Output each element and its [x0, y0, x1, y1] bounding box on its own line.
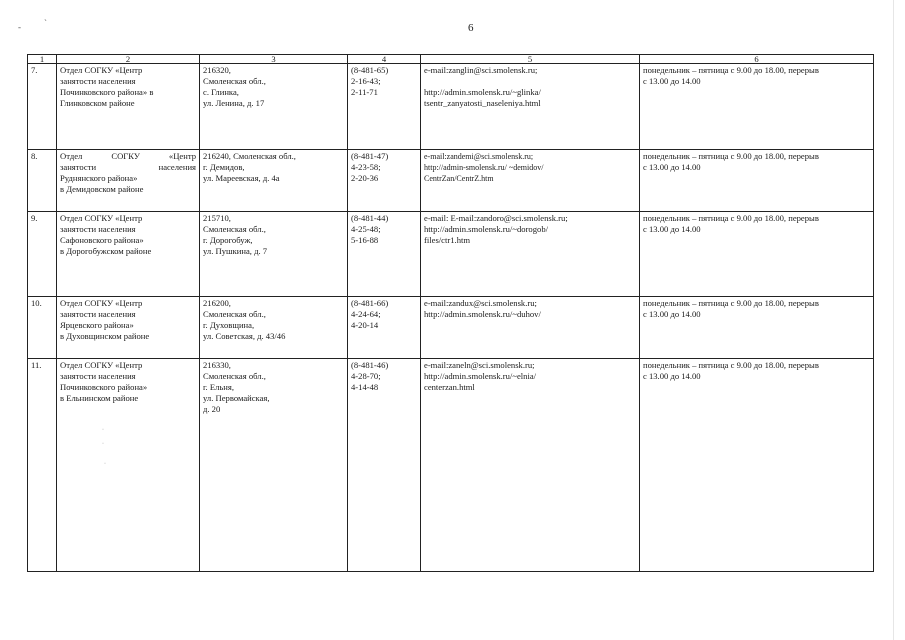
email-text: e-mail:zaneln@sci.smolensk.ru; [424, 360, 535, 370]
department-line: Отдел СОГКУ «Центр [60, 360, 143, 370]
employment-centers-table [27, 54, 874, 572]
department-line: в Демидовском районе [60, 184, 144, 194]
phone-line: 2-16-43; [351, 76, 381, 86]
contacts-cell [421, 359, 640, 572]
department-line: занятости населения [60, 76, 136, 86]
address-line: с. Глинка, [203, 87, 239, 97]
address-cell [200, 212, 348, 297]
phone-line: 4-14-48 [351, 382, 379, 392]
contacts-cell [421, 64, 640, 150]
phone-line: 2-20-36 [351, 173, 379, 183]
address-line: г. Духовщина, [203, 320, 255, 330]
website-text: files/ctr1.htm [424, 235, 471, 245]
department-line: занятости населения [60, 224, 136, 234]
website-text: centerzan.html [424, 382, 475, 392]
department-line: Починковского района» в [60, 87, 154, 97]
phone-cell [348, 297, 421, 359]
phone-line: (8-481-44) [351, 213, 389, 223]
department-line: Отдел СОГКУ «Центр [60, 151, 196, 161]
department-line: в Духовщинском районе [60, 331, 150, 341]
address-line: 216240, Смоленская обл., [203, 151, 296, 161]
scan-speck: ` [44, 18, 47, 28]
department-line: занятости населения [60, 309, 136, 319]
address-cell [200, 297, 348, 359]
table-row [28, 212, 874, 297]
scan-edge-line [893, 0, 894, 640]
contacts-cell [421, 150, 640, 212]
department-line: занятости населения [60, 371, 136, 381]
department-cell [57, 64, 200, 150]
blank-line [424, 76, 636, 87]
hours-line: понедельник – пятница с 9.00 до 18.00, перерыв [643, 151, 819, 161]
hours-cell [640, 64, 874, 150]
column-header: 4 [348, 55, 421, 64]
address-line: г. Дорогобуж, [203, 235, 253, 245]
department-line: в Дорогобужском районе [60, 246, 152, 256]
email-text: e-mail:zandux@sci.smolensk.ru; [424, 298, 537, 308]
email-text: e-mail:zandemi@sci.smolensk.ru; [424, 152, 534, 161]
phone-cell [348, 359, 421, 572]
email-text: e-mail: E-mail:zandoro@sci.smolensk.ru; [424, 213, 568, 223]
department-line: Починковского района» [60, 382, 148, 392]
contacts-cell [421, 212, 640, 297]
phone-line: 4-28-70; [351, 371, 381, 381]
address-line: д. 20 [203, 404, 221, 414]
scan-speck: · [102, 441, 104, 447]
phone-cell [348, 212, 421, 297]
address-line: Смоленская обл., [203, 371, 266, 381]
website-text: http://admin.smolensk.ru/~duhov/ [424, 309, 541, 319]
hours-line: с 13.00 до 14.00 [643, 162, 701, 172]
website-text: http://admin-smolensk.ru/ ~demidov/ [424, 163, 544, 172]
address-line: 215710, [203, 213, 231, 223]
phone-line: (8-481-46) [351, 360, 389, 370]
hours-line: с 13.00 до 14.00 [643, 309, 701, 319]
contacts-cell [421, 297, 640, 359]
row-number: 8. [28, 150, 57, 212]
address-line: ул. Советская, д. 43/46 [203, 331, 286, 341]
phone-cell [348, 150, 421, 212]
department-line: Отдел СОГКУ «Центр [60, 298, 143, 308]
phone-line: 2-11-71 [351, 87, 378, 97]
address-line: ул. Мареевская, д. 4а [203, 173, 280, 183]
hours-cell [640, 212, 874, 297]
address-line: Смоленская обл., [203, 309, 266, 319]
website-text: CentrZan/CentrZ.htm [424, 174, 494, 183]
address-line: г. Демидов, [203, 162, 245, 172]
scan-speck: · [104, 461, 106, 467]
department-line: Руднянского района» [60, 173, 138, 183]
column-header: 6 [640, 55, 874, 64]
website-text: http://admin.smolensk.ru/~elnia/ [424, 371, 537, 381]
hours-line: понедельник – пятница с 9.00 до 18.00, перерыв [643, 360, 819, 370]
table-row [28, 297, 874, 359]
hours-cell [640, 150, 874, 212]
hours-line: с 13.00 до 14.00 [643, 224, 701, 234]
address-line: ул. Ленина, д. 17 [203, 98, 265, 108]
phone-line: 4-24-64; [351, 309, 381, 319]
page-number: 6 [468, 22, 474, 34]
address-cell [200, 359, 348, 572]
department-line: Глинковском районе [60, 98, 135, 108]
table-row [28, 64, 874, 150]
scan-speck: · [102, 427, 104, 433]
row-number: 10. [28, 297, 57, 359]
column-header: 3 [200, 55, 348, 64]
address-line: ул. Пушкина, д. 7 [203, 246, 268, 256]
address-line: 216320, [203, 65, 231, 75]
phone-line: (8-481-65) [351, 65, 389, 75]
table-row [28, 150, 874, 212]
department-line: Ярцевского района» [60, 320, 134, 330]
hours-line: понедельник – пятница с 9.00 до 18.00, перерыв [643, 298, 819, 308]
address-line: Смоленская обл., [203, 76, 266, 86]
department-line: Отдел СОГКУ «Центр [60, 65, 143, 75]
table-row [28, 359, 874, 572]
phone-cell [348, 64, 421, 150]
phone-line: 4-20-14 [351, 320, 379, 330]
scan-speck: - [18, 22, 21, 32]
hours-line: с 13.00 до 14.00 [643, 76, 701, 86]
phone-line: (8-481-66) [351, 298, 389, 308]
address-cell [200, 150, 348, 212]
department-line: занятости населения [60, 162, 196, 172]
row-number: 9. [28, 212, 57, 297]
row-number: 11. [28, 359, 57, 572]
address-cell [200, 64, 348, 150]
column-header: 1 [28, 55, 57, 64]
phone-line: 4-25-48; [351, 224, 381, 234]
website-text: http://admin.smolensk.ru/~dorogob/ [424, 224, 549, 234]
hours-cell [640, 359, 874, 572]
row-number: 7. [28, 64, 57, 150]
column-header: 5 [421, 55, 640, 64]
department-cell [57, 212, 200, 297]
hours-cell [640, 297, 874, 359]
department-line: Отдел СОГКУ «Центр [60, 213, 143, 223]
phone-line: 4-23-58; [351, 162, 381, 172]
website-text: tsentr_zanyatosti_naseleniya.html [424, 98, 541, 108]
email-text: e-mail:zanglin@sci.smolensk.ru; [424, 65, 538, 75]
hours-line: понедельник – пятница с 9.00 до 18.00, перерыв [643, 65, 819, 75]
department-line: Сафоновского района» [60, 235, 144, 245]
address-line: Смоленская обл., [203, 224, 266, 234]
phone-line: 5-16-88 [351, 235, 379, 245]
address-line: ул. Первомайская, [203, 393, 270, 403]
hours-line: понедельник – пятница с 9.00 до 18.00, перерыв [643, 213, 819, 223]
column-header: 2 [57, 55, 200, 64]
website-text: http://admin.smolensk.ru/~glinka/ [424, 87, 541, 97]
department-cell [57, 150, 200, 212]
address-line: г. Ельня, [203, 382, 235, 392]
phone-line: (8-481-47) [351, 151, 389, 161]
department-cell [57, 359, 200, 572]
hours-line: с 13.00 до 14.00 [643, 371, 701, 381]
address-line: 216200, [203, 298, 231, 308]
department-line: в Ельнинском районе [60, 393, 139, 403]
department-cell [57, 297, 200, 359]
header-row [28, 55, 874, 64]
address-line: 216330, [203, 360, 231, 370]
